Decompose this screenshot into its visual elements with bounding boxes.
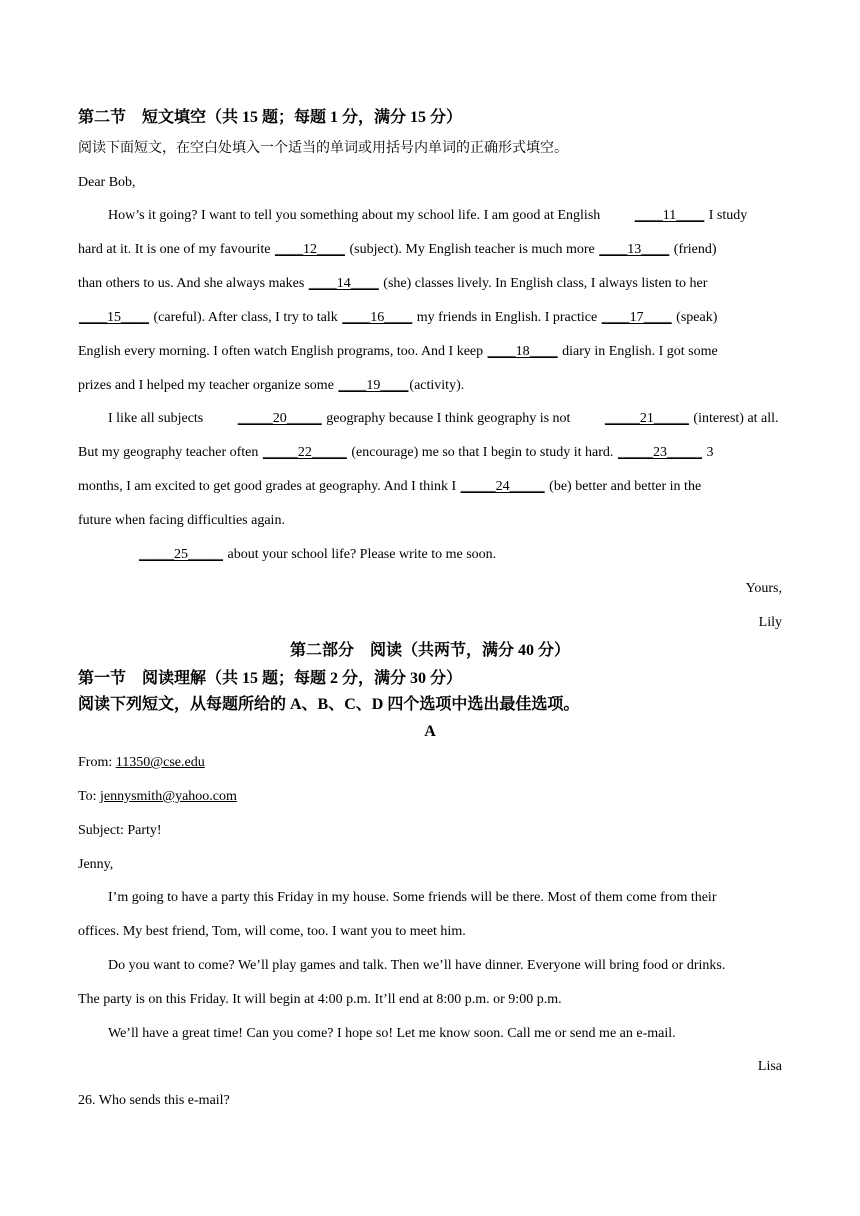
email-from-link[interactable]: 11350@cse.edu [115,755,205,770]
letter-p3: _____25_____ about your school life? Please write to me soon. [78,545,782,565]
question-26: 26. Who sends this e-mail? [78,1093,230,1108]
part2-title: 第二部分 阅读（共两节，满分 40 分） [289,642,570,659]
email-p2-line2: The party is on this Friday. It will begin at 4:00 p.m. It’ll end at 8:00 p.m. or 9:00 p.m. [78,992,562,1007]
part2-instruction: 阅读下列短文，从每题所给的 A、B、C、D 四个选项中选出最佳选项。 [78,696,580,713]
blank-20[interactable]: _____20_____ [237,411,322,426]
blank-24[interactable]: _____24_____ [460,479,545,494]
blank-11[interactable]: ____11____ [634,208,705,223]
letter-p1-line5: English every morning. I often watch English programs, too. And I keep ____18____ diary in English. I got some [78,342,782,362]
blank-18[interactable]: ____18____ [487,344,558,359]
part2-section1-title: 第一节 阅读理解（共 15 题；每题 2 分，满分 30 分） [78,670,463,687]
blank-15[interactable]: ____15____ [79,310,149,325]
email-p3: We’ll have a great time! Can you come? I hope so! Let me know soon. Call me or send me an e-mail. [108,1026,676,1041]
email-p2-line1: Do you want to come? We’ll play games and talk. Then we’ll have dinner. Everyone will bring food or drinks. [108,958,726,973]
email-to: To: jennysmith@yahoo.com [78,789,237,804]
email-p1-line2: offices. My best friend, Tom, will come, too. I want you to meet him. [78,924,466,939]
blank-21[interactable]: _____21_____ [604,411,689,426]
email-subject: Subject: Party! [78,823,162,838]
letter-p2-line4: future when facing difficulties again. [78,513,285,528]
blank-13[interactable]: ____13____ [599,242,670,257]
letter-closing: Yours, [745,581,782,596]
blank-25[interactable]: _____25_____ [139,547,223,562]
email-p1-line1: I’m going to have a party this Friday in my house. Some friends will be there. Most of them come from their [108,890,717,905]
blank-12[interactable]: ____12____ [274,242,345,257]
blank-19[interactable]: ____19____ [338,378,409,393]
email-to-link[interactable]: jennysmith@yahoo.com [99,789,237,804]
blank-14[interactable]: ____14____ [308,276,379,291]
letter-greeting: Dear Bob, [78,175,136,190]
blank-23[interactable]: _____23_____ [617,445,702,460]
letter-p2-line3: months, I am excited to get good grades at geography. And I think I _____24_____ (be) better and better in the [78,477,782,497]
blank-17[interactable]: ____17____ [601,310,672,325]
email-signature: Lisa [757,1059,782,1074]
letter-p1-line4: ____15____ (careful). After class, I try to talk ____16____ my friends in English. I practice ____17____ (speak) [78,308,782,328]
passage-label: A [424,723,436,740]
letter-p1-line1: How’s it going? I want to tell you something about my school life. I am good at English ____11____ I study [78,206,782,226]
letter-p1-line3: than others to us. And she always makes ____14____ (she) classes lively. In English class, I always listen to her [78,274,782,294]
letter-p2-line1: I like all subjects _____20_____ geography because I think geography is not _____21_____ (interest) at all. [78,409,782,429]
letter-signature: Lily [758,615,782,630]
section2-instruction: 阅读下面短文，在空白处填入一个适当的单词或用括号内单词的正确形式填空。 [78,141,568,156]
blank-16[interactable]: ____16____ [342,310,413,325]
email-from: From: 11350@cse.edu [78,755,205,770]
email-greeting: Jenny, [78,857,114,872]
letter-p1-line6: prizes and I helped my teacher organize some ____19____(activity). [78,376,782,396]
letter-p1-line2: hard at it. It is one of my favourite ____12____ (subject). My English teacher is much more ____13____ (friend) [78,240,782,260]
section2-title: 第二节 短文填空（共 15 题；每题 1 分，满分 15 分） [78,109,463,126]
letter-p2-line2: But my geography teacher often _____22_____ (encourage) me so that I begin to study it hard. _____23_____ 3 [78,443,782,463]
blank-22[interactable]: _____22_____ [262,445,347,460]
